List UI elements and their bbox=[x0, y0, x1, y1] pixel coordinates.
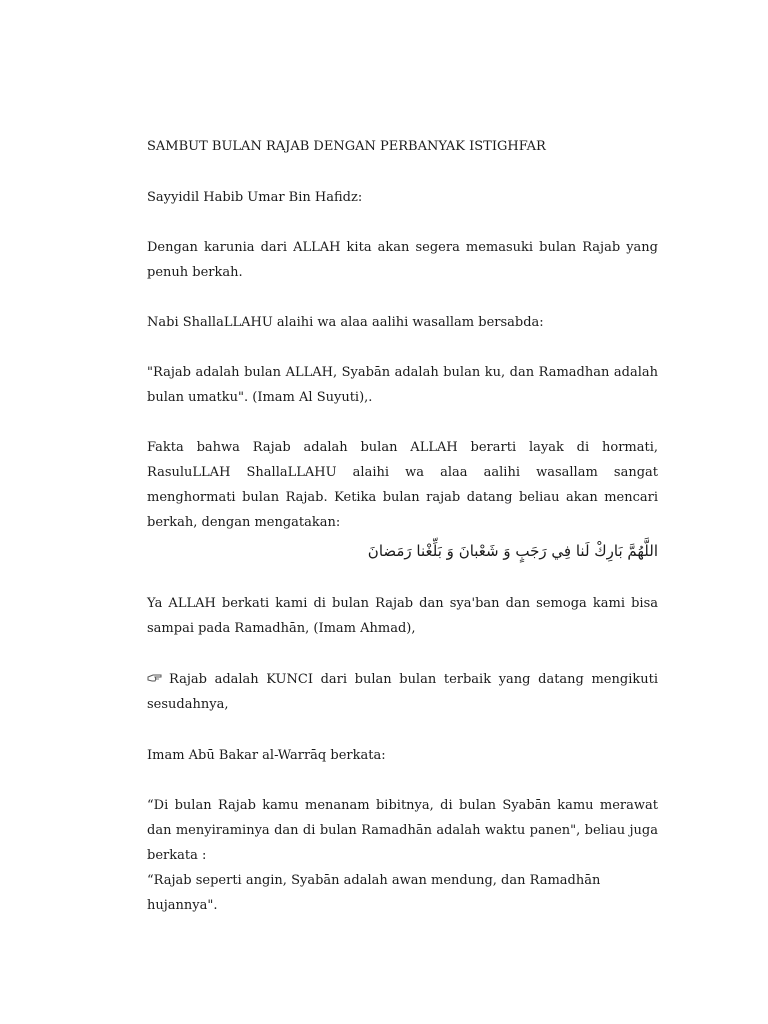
paragraph-intro: Dengan karunia dari ALLAH kita akan segera memasuki bulan Rajab yang penuh berkah. bbox=[147, 240, 658, 280]
paragraph-rajab-key-text: Rajab adalah KUNCI dari bulan bulan terbaik yang datang mengikuti sesudahnya, bbox=[147, 672, 658, 712]
document-title: SAMBUT BULAN RAJAB DENGAN PERBANYAK ISTIGHFAR bbox=[147, 139, 546, 154]
paragraph-imam-abu-bakar: Imam Abū Bakar al-Warrāq berkata: bbox=[147, 748, 386, 763]
pointing-hand-icon bbox=[147, 668, 163, 680]
paragraph-hadith-intro: Nabi ShallaLLAHU alaihi wa alaa aalihi wasallam bersabda: bbox=[147, 315, 544, 330]
paragraph-wind-quote: “Rajab seperti angin, Syabān adalah awan mendung, dan Ramadhān hujannya". bbox=[147, 873, 601, 913]
paragraph-fact: Fakta bahwa Rajab adalah bulan ALLAH berarti layak di hormati, RasuluLLAH ShallaLLAHU alaihi wa alaa aalihi wasallam sangat menghormati bulan Rajab. Ketika bulan rajab datang beliau akan mencari berkah, dengan mengatakan: bbox=[147, 440, 658, 530]
paragraph-planting-quote: “Di bulan Rajab kamu menanam bibitnya, di bulan Syabān kamu merawat dan menyiraminya dan di bulan Ramadhān adalah waktu panen", beliau juga berkata : bbox=[147, 798, 658, 863]
paragraph-rajab-key bbox=[147, 667, 658, 717]
speaker-line: Sayyidil Habib Umar Bin Hafidz: bbox=[147, 190, 363, 205]
arabic-dua: اللَّهُمَّ بَارِكْ لَنا فِي رَجَبٍ وَ شَعْبانَ وَ بَلِّغْنا رَمَضانَ bbox=[367, 542, 658, 560]
paragraph-dua-translation: Ya ALLAH berkati kami di bulan Rajab dan sya'ban dan semoga kami bisa sampai pada Ramadhān, (Imam Ahmad), bbox=[147, 596, 658, 636]
paragraph-hadith-quote: "Rajab adalah bulan ALLAH, Syabān adalah bulan ku, dan Ramadhan adalah bulan umatku". (Imam Al Suyuti),. bbox=[147, 365, 658, 405]
